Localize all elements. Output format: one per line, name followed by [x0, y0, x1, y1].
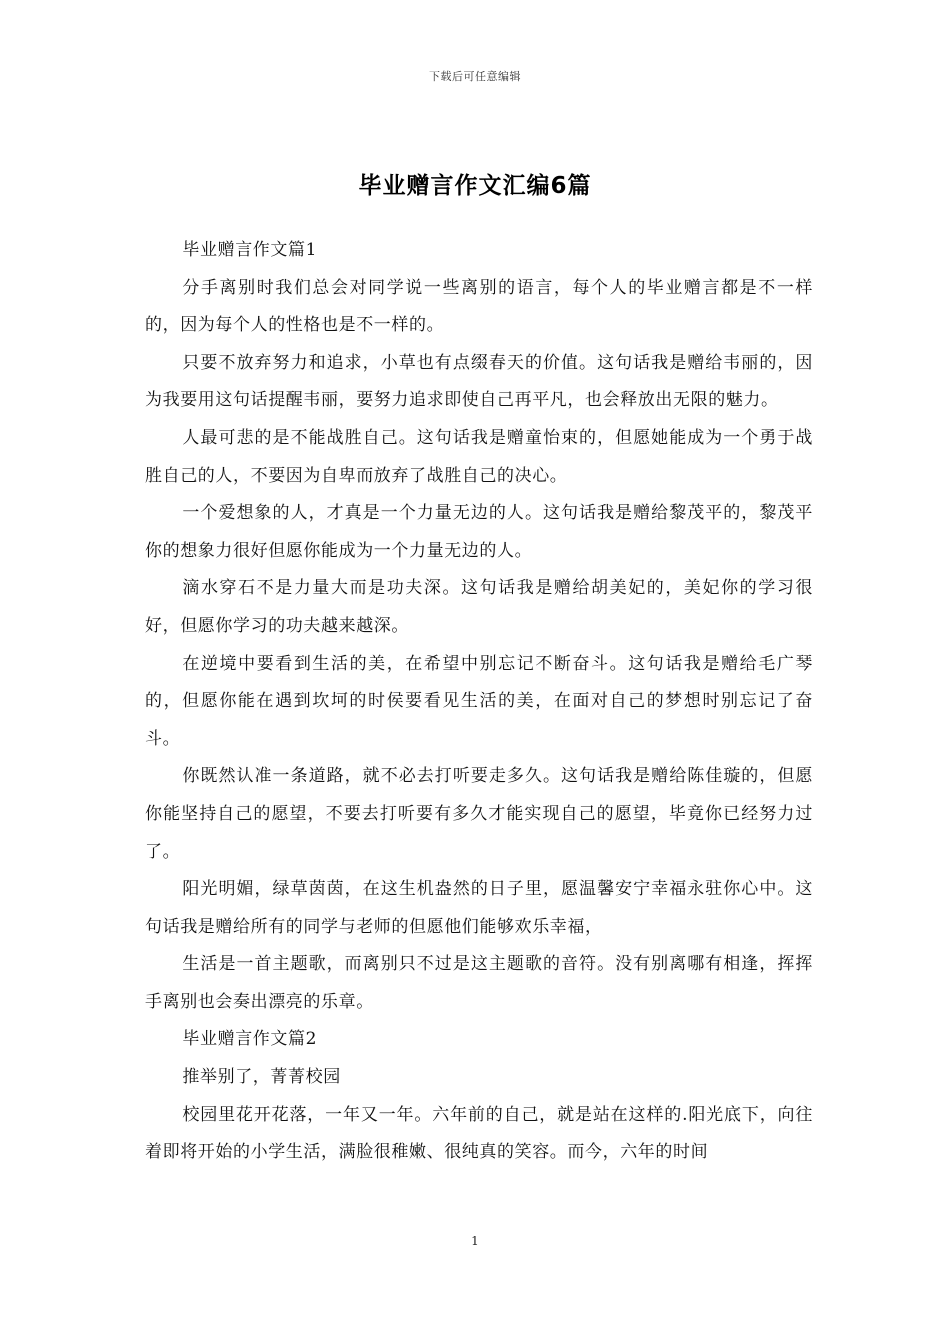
paragraph: 一个爱想象的人，才真是一个力量无边的人。这句话我是赠给黎茂平的，黎茂平你的想象力很好但愿你能成为一个力量无边的人。 — [145, 503, 813, 561]
paragraph: 你既然认准一条道路，就不必去打听要走多久。这句话我是赠给陈佳璇的，但愿你能坚持自己的愿望，不要去打听要有多久才能实现自己的愿望，毕竟你已经努力过了。 — [145, 766, 813, 862]
paragraph: 在逆境中要看到生活的美，在希望中别忘记不断奋斗。这句话我是赠给毛广琴的，但愿你能在遇到坎坷的时侯要看见生活的美，在面对自己的梦想时别忘记了奋斗。 — [145, 653, 813, 749]
paragraph: 分手离别时我们总会对同学说一些离别的语言，每个人的毕业赠言都是不一样的，因为每个人的性格也是不一样的。 — [145, 277, 813, 336]
page-number: 1 — [471, 1234, 479, 1248]
paragraph: 只要不放弃努力和追求，小草也有点缀春天的价值。这句话我是赠给韦丽的，因为我要用这句话提醒韦丽，要努力追求即使自己再平凡，也会释放出无限的魅力。 — [145, 352, 813, 411]
paragraph: 滴水穿石不是力量大而是功夫深。这句话我是赠给胡美妃的，美妃你的学习很好，但愿你学习的功夫越来越深。 — [145, 578, 813, 636]
document-body — [145, 232, 813, 1172]
essay-subtitle: 推举别了，菁菁校园 — [182, 1067, 341, 1088]
paragraph: 校园里花开花落，一年又一年。六年前的自己，就是站在这样的.阳光底下，向往着即将开始的小学生活，满脸很稚嫩、很纯真的笑容。而今，六年的时间 — [145, 1104, 813, 1163]
document-title: 毕业赠言作文汇编6篇 — [358, 173, 592, 200]
paragraph: 人最可悲的是不能战胜自己。这句话我是赠童怡束的，但愿她能成为一个勇于战胜自己的人，不要因为自卑而放弃了战胜自己的决心。 — [145, 427, 813, 486]
paragraph: 生活是一首主题歌，而离别只不过是这主题歌的音符。没有别离哪有相逢，挥挥手离别也会奏出漂亮的乐章。 — [145, 954, 813, 1012]
paragraph: 阳光明媚，绿草茵茵，在这生机盎然的日子里，愿温馨安宁幸福永驻你心中。这句话我是赠给所有的同学与老师的但愿他们能够欢乐幸福， — [145, 879, 813, 937]
section-heading-2: 毕业赠言作文篇2 — [182, 1029, 318, 1050]
section-heading-1: 毕业赠言作文篇1 — [182, 240, 318, 260]
header-note: 下载后可任意编辑 — [429, 70, 521, 83]
